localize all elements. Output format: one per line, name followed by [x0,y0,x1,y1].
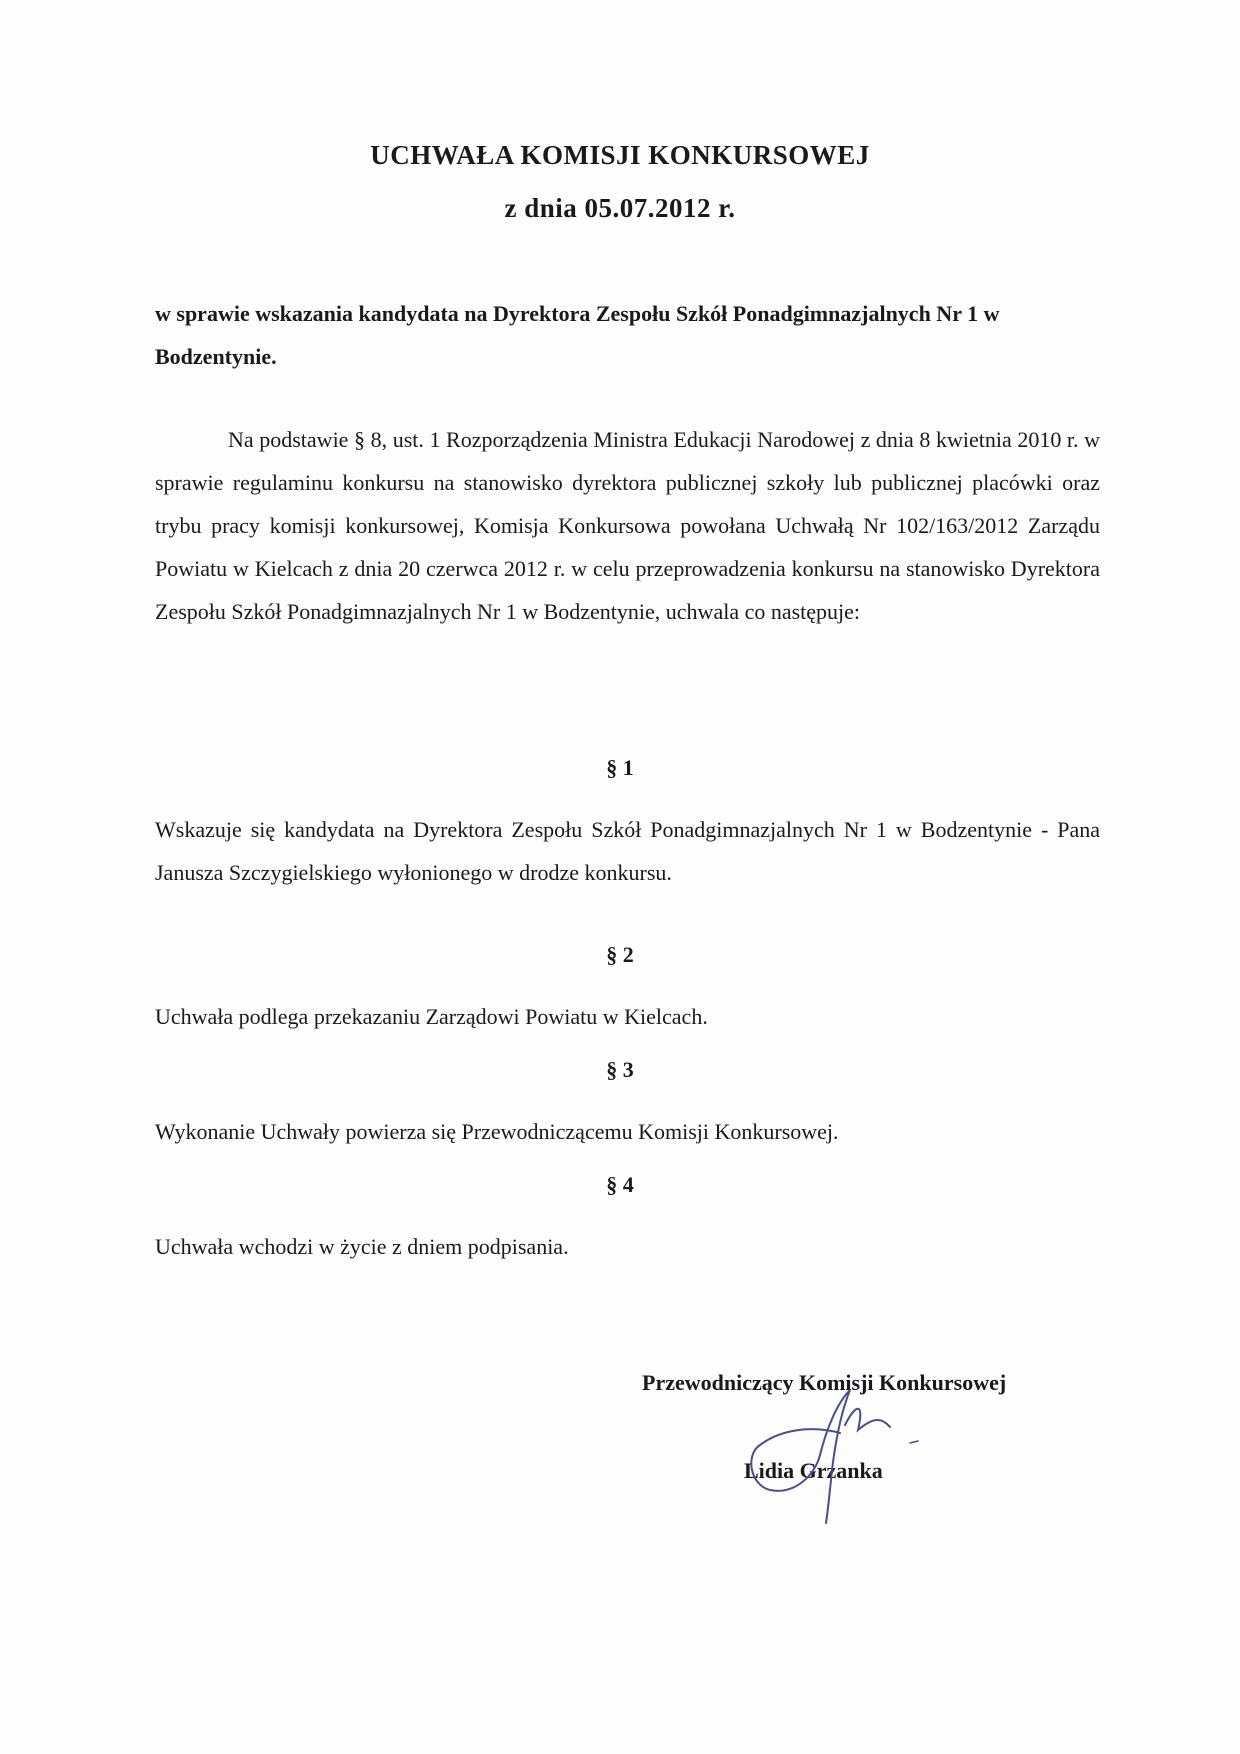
signatory-name: Lidia Grzanka [744,1458,883,1483]
document-subject: w sprawie wskazania kandydata na Dyrektora Zespołu Szkół Ponadgimnazjalnych Nr 1 w Bodzentynie. [155,301,1000,369]
section-mark-4: § 4 [606,1172,634,1197]
document-date: z dnia 05.07.2012 r. [504,193,736,223]
section-mark-2: § 2 [606,942,634,967]
section-mark-3: § 3 [606,1057,634,1082]
intro-paragraph: Na podstawie § 8, ust. 1 Rozporządzenia Ministra Edukacji Narodowej z dnia 8 kwietnia 2010 r. w sprawie regulaminu konkursu na stanowisko dyrektora publicznej szkoły lub publicznej placówki oraz trybu pracy komisji konkursowej, Komisja Konkursowa powołana Uchwałą Nr 102/163/2012 Zarządu Powiatu w Kielcach z dnia 20 czerwca 2012 r. w celu przeprowadzenia konkursu na stanowisko Dyrektora Zespołu Szkół Ponadgimnazjalnych Nr 1 w Bodzentynie, uchwala co następuje: [155,427,1100,624]
signatory-title: Przewodniczący Komisji Konkursowej [642,1370,1007,1395]
section-text-1: Wskazuje się kandydata na Dyrektora Zespołu Szkół Ponadgimnazjalnych Nr 1 w Bodzentynie - Pana Janusza Szczygielskiego wyłonionego w drodze konkursu. [155,817,1100,885]
section-text-2: Uchwała podlega przekazaniu Zarządowi Powiatu w Kielcach. [155,1004,708,1029]
handwritten-signature [740,1385,930,1525]
section-mark-1: § 1 [606,755,634,780]
document-title: UCHWAŁA KOMISJI KONKURSOWEJ [370,140,870,170]
section-text-4: Uchwała wchodzi w życie z dniem podpisania. [155,1234,569,1259]
section-text-3: Wykonanie Uchwały powierza się Przewodniczącemu Komisji Konkursowej. [155,1119,839,1144]
